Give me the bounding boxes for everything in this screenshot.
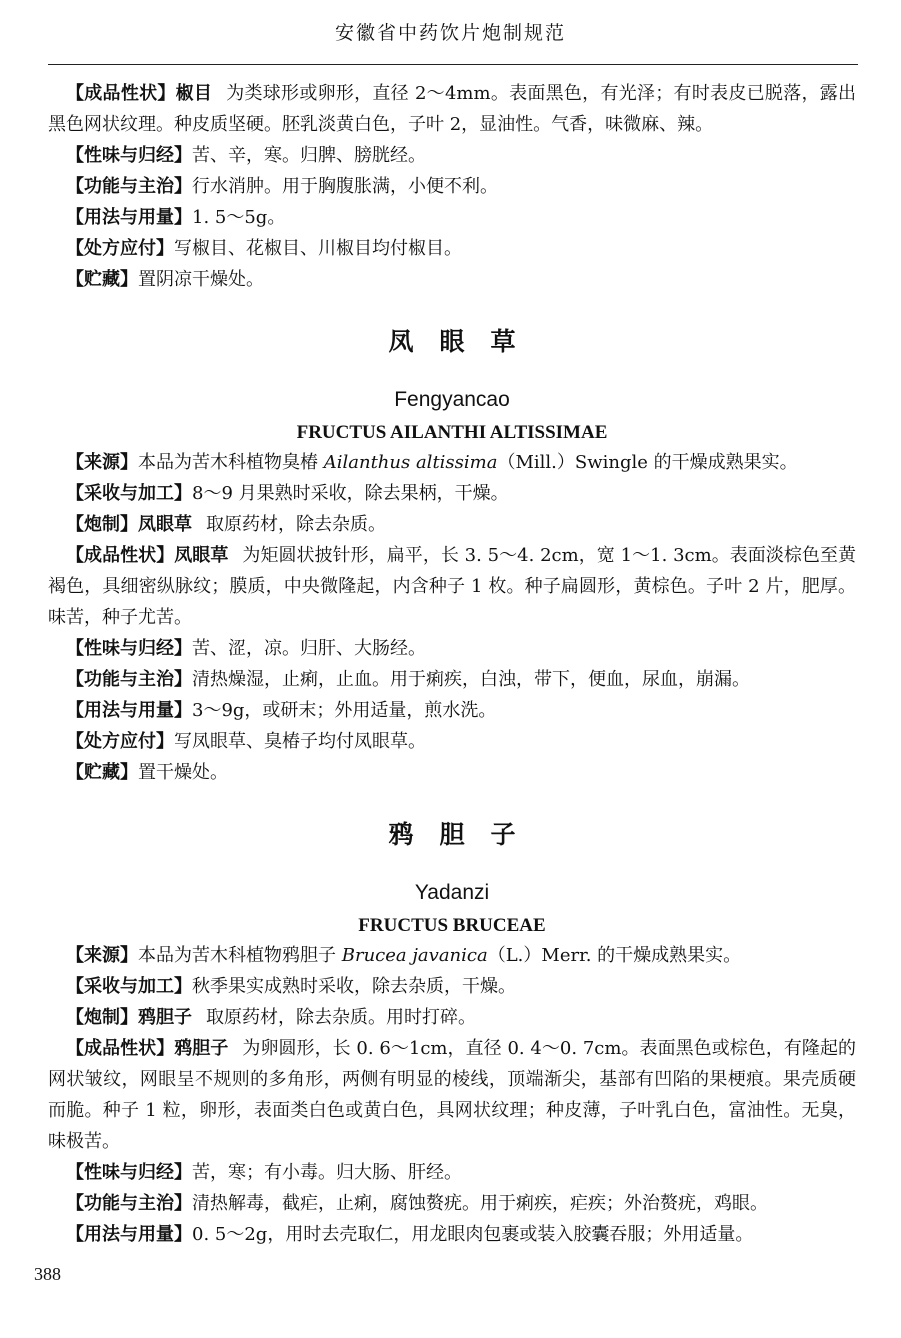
section-label: 【性味与归经】 bbox=[66, 638, 192, 659]
processing-paragraph bbox=[48, 1002, 856, 1033]
section-label: 【用法与用量】 bbox=[66, 207, 192, 228]
section-text: 苦、涩，凉。归肝、大肠经。 bbox=[192, 638, 426, 659]
entry-latin-name: FRUCTUS AILANTHI ALTISSIMAE bbox=[296, 422, 608, 443]
section-label: 【处方应付】 bbox=[66, 731, 174, 752]
source-paragraph bbox=[48, 447, 856, 478]
source-paragraph bbox=[48, 940, 856, 971]
harvest-paragraph bbox=[48, 478, 856, 509]
section-label: 【功能与主治】 bbox=[66, 1193, 192, 1214]
section-label: 【性味与归经】 bbox=[66, 1162, 192, 1183]
storage-paragraph bbox=[48, 757, 856, 788]
section-text: 清热解毒，截疟，止痢，腐蚀赘疣。用于痢疾，疟疾；外治赘疣，鸡眼。 bbox=[192, 1193, 768, 1214]
section-text: 清热燥湿，止痢，止血。用于痢疾，白浊，带下，便血，尿血，崩漏。 bbox=[192, 669, 750, 690]
section-text: 写凤眼草、臭椿子均付凤眼草。 bbox=[174, 731, 426, 752]
running-header: 安徽省中药饮片炮制规范 bbox=[334, 22, 566, 44]
scientific-name: Brucea javanica bbox=[341, 945, 488, 966]
entry-title: 鸦胆子 bbox=[388, 820, 542, 849]
drug-name: 凤眼草 bbox=[138, 514, 192, 535]
section-text: 取原药材，除去杂质。用时打碎。 bbox=[206, 1007, 476, 1028]
section-label: 【贮藏】 bbox=[66, 269, 138, 290]
prescription-paragraph bbox=[48, 233, 856, 264]
section-label: 【成品性状】 bbox=[66, 83, 176, 104]
section-text: 行水消肿。用于胸腹胀满，小便不利。 bbox=[192, 176, 498, 197]
section-label: 【贮藏】 bbox=[66, 762, 138, 783]
section-label: 【炮制】 bbox=[66, 514, 138, 535]
section-text: 苦，寒；有小毒。归大肠、肝经。 bbox=[192, 1162, 462, 1183]
appearance-paragraph bbox=[48, 1033, 856, 1157]
section-label: 【处方应付】 bbox=[66, 238, 174, 259]
dosage-paragraph bbox=[48, 1219, 856, 1250]
nature-paragraph bbox=[48, 1157, 856, 1188]
section-text: 为矩圆状披针形，扁平，长 3. 5～4. 2cm，宽 1～1. 3cm。表面淡棕色至黄褐色，具细密纵脉纹；膜质，中央微隆起，内含种子 1 枚。种子扁圆形，黄棕色。子叶 2 片，肥厚。味苦，种子尤苦。 bbox=[48, 545, 857, 628]
drug-name: 凤眼草 bbox=[174, 545, 229, 566]
section-label: 【功能与主治】 bbox=[66, 176, 192, 197]
section-label: 【成品性状】 bbox=[66, 545, 175, 566]
section-label: 【功能与主治】 bbox=[66, 669, 192, 690]
section-label: 【性味与归经】 bbox=[66, 145, 192, 166]
dosage-paragraph bbox=[48, 202, 856, 233]
section-label: 【采收与加工】 bbox=[66, 483, 192, 504]
section-text: 秋季果实成熟时采收，除去杂质，干燥。 bbox=[192, 976, 516, 997]
nature-paragraph bbox=[48, 140, 856, 171]
section-label: 【来源】 bbox=[66, 945, 138, 966]
section-text: 本品为苦木科植物鸦胆子 bbox=[138, 945, 342, 966]
section-text: （Mill.）Swingle 的干燥成熟果实。 bbox=[497, 452, 798, 473]
section-text: （L.）Merr. 的干燥成熟果实。 bbox=[487, 945, 742, 966]
prescription-paragraph bbox=[48, 726, 856, 757]
harvest-paragraph bbox=[48, 971, 856, 1002]
section-text: 置干燥处。 bbox=[138, 762, 228, 783]
section-text: 取原药材，除去杂质。 bbox=[206, 514, 386, 535]
entry-latin-name: FRUCTUS BRUCEAE bbox=[358, 915, 546, 936]
function-paragraph bbox=[48, 664, 856, 695]
section-text: 3～9g，或研末；外用适量，煎水洗。 bbox=[192, 700, 497, 721]
header-rule bbox=[48, 64, 858, 65]
entry-title: 凤眼草 bbox=[388, 327, 542, 356]
drug-name: 鸦胆子 bbox=[174, 1038, 229, 1059]
section-text: 为类球形或卵形，直径 2～4mm。表面黑色，有光泽；有时表皮已脱落，露出黑色网状纹理。种皮质坚硬。胚乳淡黄白色，子叶 2，显油性。气香，味微麻、辣。 bbox=[48, 83, 857, 135]
function-paragraph bbox=[48, 1188, 856, 1219]
section-text: 0. 5～2g，用时去壳取仁，用龙眼肉包裹或装入胶囊吞服；外用适量。 bbox=[192, 1224, 754, 1245]
section-label: 【炮制】 bbox=[66, 1007, 138, 1028]
section-text: 8～9 月果熟时采收，除去果柄，干燥。 bbox=[192, 483, 509, 504]
drug-name: 鸦胆子 bbox=[138, 1007, 192, 1028]
section-text: 苦、辛，寒。归脾、膀胱经。 bbox=[192, 145, 426, 166]
processing-paragraph bbox=[48, 509, 856, 540]
section-label: 【用法与用量】 bbox=[66, 1224, 192, 1245]
section-text: 为卵圆形，长 0. 6～1cm，直径 0. 4～0. 7cm。表面黑色或棕色，有隆起的网状皱纹，网眼呈不规则的多角形，两侧有明显的棱线，顶端渐尖，基部有凹陷的果梗痕。果壳质硬而脆。种子 1 粒，卵形，表面类白色或黄白色，具网状纹理；种皮薄，子叶乳白色，富油性。无臭，味极苦。 bbox=[48, 1038, 857, 1152]
entry-pinyin: Fengyancao bbox=[394, 388, 510, 411]
page-content bbox=[48, 78, 856, 1250]
section-text: 本品为苦木科植物臭椿 bbox=[138, 452, 324, 473]
page-number: 388 bbox=[34, 1264, 61, 1284]
function-paragraph bbox=[48, 171, 856, 202]
section-text: 写椒目、花椒目、川椒目均付椒目。 bbox=[174, 238, 462, 259]
section-label: 【采收与加工】 bbox=[66, 976, 192, 997]
nature-paragraph bbox=[48, 633, 856, 664]
scientific-name: Ailanthus altissima bbox=[323, 452, 498, 473]
section-text: 置阴凉干燥处。 bbox=[138, 269, 264, 290]
section-text: 1. 5～5g。 bbox=[192, 207, 286, 228]
drug-name: 椒目 bbox=[175, 83, 213, 104]
entry-pinyin: Yadanzi bbox=[414, 881, 490, 904]
section-label: 【用法与用量】 bbox=[66, 700, 192, 721]
dosage-paragraph bbox=[48, 695, 856, 726]
storage-paragraph bbox=[48, 264, 856, 295]
section-label: 【成品性状】 bbox=[66, 1038, 175, 1059]
appearance-paragraph bbox=[48, 540, 856, 633]
appearance-paragraph bbox=[48, 78, 856, 140]
section-label: 【来源】 bbox=[66, 452, 138, 473]
